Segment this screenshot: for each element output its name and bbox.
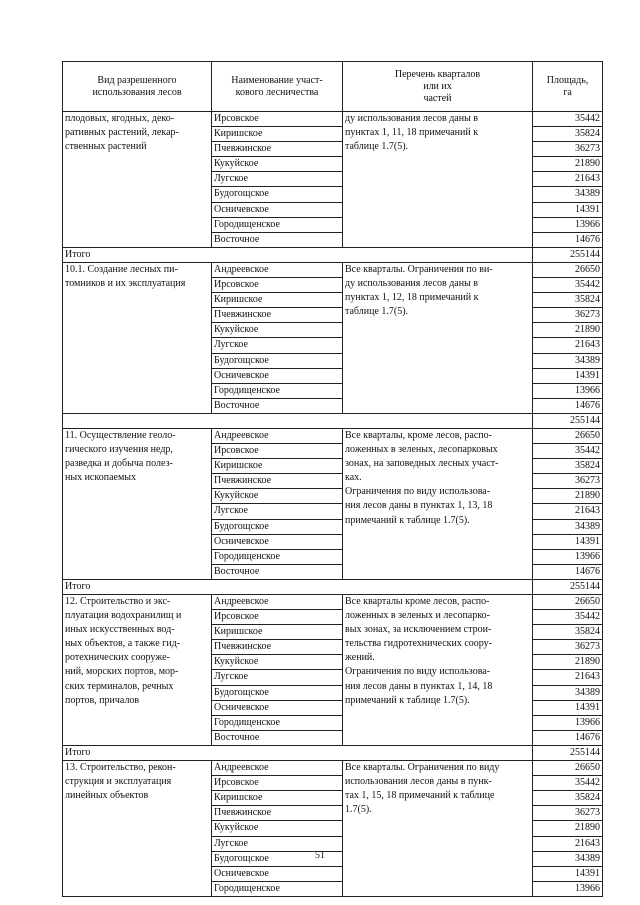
forestry-name-cell: Будогощское (212, 519, 343, 534)
quarters-note-line: ложенных в зеленых, лесопарковых (345, 444, 498, 456)
use-type-line: ротехнических сооруже- (65, 652, 170, 664)
forestry-name-cell: Восточное (212, 398, 343, 413)
quarters-note-cell (343, 262, 533, 413)
total-label-cell: Итого (63, 579, 533, 594)
forestry-name-cell: Лугское (212, 836, 343, 851)
forestry-name-cell: Городищенское (212, 383, 343, 398)
quarters-note-line: Ограничения по виду использова- (345, 666, 491, 678)
forestry-name-cell: Лугское (212, 670, 343, 685)
table-row (63, 262, 603, 277)
forestry-name-cell: Киришское (212, 127, 343, 142)
use-type-line: ственных растений (65, 141, 147, 153)
quarters-note-line: таблице 1.7(5). (345, 141, 409, 153)
area-cell: 35824 (533, 293, 603, 308)
area-cell: 14391 (533, 534, 603, 549)
area-cell: 35824 (533, 625, 603, 640)
area-cell: 35442 (533, 610, 603, 625)
forestry-name-cell: Осничевское (212, 866, 343, 881)
area-cell: 26650 (533, 262, 603, 277)
area-cell: 34389 (533, 685, 603, 700)
use-type-line: плуатация водохранилищ и (65, 610, 182, 622)
table-row (63, 428, 603, 443)
quarters-note-line: жений. (345, 652, 375, 664)
forestry-name-cell: Осничевское (212, 534, 343, 549)
forestry-name-cell: Осничевское (212, 368, 343, 383)
forestry-name-cell: Ирсовское (212, 278, 343, 293)
use-type-cell (63, 112, 212, 248)
forestry-name-cell: Будогощское (212, 353, 343, 368)
forestry-name-cell: Кукуйское (212, 655, 343, 670)
forestry-name-cell: Пчевжинское (212, 806, 343, 821)
area-cell: 36273 (533, 640, 603, 655)
use-type-line: портов, причалов (65, 694, 140, 706)
area-cell: 14391 (533, 866, 603, 881)
use-type-cell (63, 428, 212, 579)
quarters-note-cell (343, 761, 533, 897)
quarters-note-line: Все кварталы. Ограничения по ви- (345, 263, 493, 275)
use-type-cell (63, 595, 212, 746)
area-cell: 21643 (533, 338, 603, 353)
table-body (63, 112, 603, 897)
forestry-name-cell: Ирсовское (212, 112, 343, 127)
area-cell: 21643 (533, 504, 603, 519)
forestry-name-cell: Андреевское (212, 761, 343, 776)
area-cell: 21890 (533, 655, 603, 670)
forestry-name-cell: Кукуйское (212, 489, 343, 504)
header-forestry-name (212, 62, 343, 112)
area-cell: 21890 (533, 489, 603, 504)
area-cell: 14676 (533, 398, 603, 413)
forestry-name-cell: Восточное (212, 564, 343, 579)
area-cell: 34389 (533, 353, 603, 368)
area-cell: 14391 (533, 700, 603, 715)
quarters-note-line: ния лесов даны в пунктах 1, 13, 18 (345, 500, 493, 512)
header-line: частей (423, 92, 452, 104)
forestry-name-cell: Киришское (212, 293, 343, 308)
forestry-name-cell: Осничевское (212, 700, 343, 715)
area-cell: 34389 (533, 519, 603, 534)
forestry-name-cell: Восточное (212, 232, 343, 247)
use-type-line: 12. Строительство и экс- (65, 596, 171, 607)
forestry-name-cell: Лугское (212, 172, 343, 187)
forestry-name-cell: Киришское (212, 791, 343, 806)
use-type-line: 11. Осуществление геоло- (65, 429, 176, 441)
use-type-line: томников и их эксплуатация (65, 278, 186, 290)
quarters-note-line: вых зонах, за исключением строи- (345, 624, 492, 636)
quarters-note-line: Все кварталы. Ограничения по виду (345, 762, 500, 774)
quarters-note-line: ду использования лесов даны в (345, 113, 479, 124)
total-label-cell: Итого (63, 745, 533, 760)
use-type-line: иных искусственных вод- (65, 624, 175, 636)
total-area-cell: 255144 (533, 579, 603, 594)
header-line: га (563, 86, 572, 98)
area-cell: 35442 (533, 444, 603, 459)
table-row (63, 112, 603, 127)
header-quarters-list (343, 62, 533, 112)
area-cell: 14676 (533, 564, 603, 579)
area-cell: 35442 (533, 278, 603, 293)
forestry-name-cell: Пчевжинское (212, 142, 343, 157)
area-cell: 13966 (533, 715, 603, 730)
header-line: кового лесничества (235, 86, 319, 98)
area-cell: 34389 (533, 851, 603, 866)
header-line: или их (423, 80, 452, 92)
forestry-name-cell: Городищенское (212, 881, 343, 896)
area-cell: 26650 (533, 595, 603, 610)
use-type-line: ных ископаемых (65, 472, 136, 484)
area-cell: 14391 (533, 202, 603, 217)
area-cell: 21643 (533, 836, 603, 851)
quarters-note-line: ках. (345, 472, 362, 484)
forestry-name-cell: Андреевское (212, 262, 343, 277)
quarters-note-line: пунктах 1, 11, 18 примечаний к (345, 127, 479, 139)
forestry-name-cell: Пчевжинское (212, 308, 343, 323)
forestry-name-cell: Пчевжинское (212, 474, 343, 489)
quarters-note-line: ложенных в зеленых и лесопарко- (345, 610, 490, 622)
area-cell: 21643 (533, 172, 603, 187)
forestry-name-cell: Киришское (212, 625, 343, 640)
quarters-note-line: Ограничения по виду использова- (345, 486, 491, 498)
area-cell: 13966 (533, 217, 603, 232)
area-cell: 36273 (533, 474, 603, 489)
use-type-line: плодовых, ягодных, деко- (65, 113, 175, 124)
use-type-line: гического изучения недр, (65, 444, 173, 456)
use-type-cell (63, 761, 212, 897)
use-type-line: ских терминалов, речных (65, 680, 174, 692)
use-type-line: струкция и эксплуатация (65, 776, 172, 788)
total-row (63, 745, 603, 760)
forestry-name-cell: Кукуйское (212, 323, 343, 338)
header-line: Наименование участ- (231, 74, 323, 86)
quarters-note-line: тах 1, 15, 18 примечаний к таблице (345, 790, 495, 802)
use-type-cell (63, 262, 212, 413)
forestry-name-cell: Киришское (212, 459, 343, 474)
use-type-line: ний, морских портов, мор- (65, 666, 179, 678)
forestry-name-cell: Будогощское (212, 851, 343, 866)
forestry-name-cell: Будогощское (212, 187, 343, 202)
header-line: Вид разрешенного (97, 74, 177, 86)
quarters-note-line: примечаний к таблице 1.7(5). (345, 694, 470, 706)
quarters-note-line: тельства гидротехнических соору- (345, 638, 492, 650)
area-cell: 36273 (533, 308, 603, 323)
total-label-cell: Итого (63, 247, 533, 262)
area-cell: 35824 (533, 791, 603, 806)
area-cell: 35824 (533, 459, 603, 474)
area-cell: 13966 (533, 383, 603, 398)
area-cell: 36273 (533, 142, 603, 157)
area-cell: 35442 (533, 112, 603, 127)
header-line: Перечень кварталов (394, 68, 481, 80)
total-area-cell: 255144 (533, 745, 603, 760)
area-cell: 21643 (533, 670, 603, 685)
area-cell: 26650 (533, 428, 603, 443)
forestry-name-cell: Лугское (212, 504, 343, 519)
quarters-note-line: Все кварталы кроме лесов, распо- (345, 596, 490, 607)
total-area-cell: 255144 (533, 247, 603, 262)
total-row (63, 247, 603, 262)
forestry-name-cell: Восточное (212, 730, 343, 745)
page-number: 51 (315, 850, 325, 861)
total-label-cell (63, 413, 533, 428)
header-area (533, 62, 603, 112)
header-line: использования лесов (92, 86, 182, 98)
use-type-line: ных объектов, а также гид- (65, 638, 181, 650)
quarters-note-cell (343, 595, 533, 746)
total-row (63, 579, 603, 594)
table-header-row (63, 62, 603, 112)
area-cell: 21890 (533, 821, 603, 836)
area-cell: 14676 (533, 730, 603, 745)
quarters-note-line: ния лесов даны в пунктах 1, 14, 18 (345, 680, 493, 692)
forestry-name-cell: Андреевское (212, 595, 343, 610)
area-cell: 26650 (533, 761, 603, 776)
header-use-type (63, 62, 212, 112)
quarters-note-line: таблице 1.7(5). (345, 306, 409, 318)
quarters-note-cell (343, 428, 533, 579)
quarters-note-cell (343, 112, 533, 248)
forestry-name-cell: Кукуйское (212, 821, 343, 836)
area-cell: 36273 (533, 806, 603, 821)
forestry-name-cell: Городищенское (212, 217, 343, 232)
use-type-line: 13. Строительство, рекон- (65, 762, 176, 774)
quarters-note-line: использования лесов даны в пунк- (345, 776, 492, 788)
forest-use-table (62, 61, 603, 897)
table-row (63, 595, 603, 610)
total-row (63, 413, 603, 428)
area-cell: 14391 (533, 368, 603, 383)
table-row (63, 761, 603, 776)
area-cell: 14676 (533, 232, 603, 247)
use-type-line: ративных растений, лекар- (65, 127, 179, 139)
forestry-name-cell: Ирсовское (212, 444, 343, 459)
area-cell: 13966 (533, 549, 603, 564)
forestry-name-cell: Осничевское (212, 202, 343, 217)
total-area-cell: 255144 (533, 413, 603, 428)
forestry-name-cell: Ирсовское (212, 610, 343, 625)
quarters-note-line: ду использования лесов даны в (345, 278, 479, 290)
area-cell: 35442 (533, 776, 603, 791)
area-cell: 21890 (533, 157, 603, 172)
forestry-name-cell: Лугское (212, 338, 343, 353)
area-cell: 21890 (533, 323, 603, 338)
area-cell: 35824 (533, 127, 603, 142)
forestry-name-cell: Будогощское (212, 685, 343, 700)
quarters-note-line: Все кварталы, кроме лесов, распо- (345, 429, 492, 441)
forestry-name-cell: Городищенское (212, 715, 343, 730)
use-type-line: разведка и добыча полез- (65, 458, 173, 470)
forestry-name-cell: Кукуйское (212, 157, 343, 172)
forestry-name-cell: Городищенское (212, 549, 343, 564)
use-type-line: 10.1. Создание лесных пи- (65, 263, 178, 275)
area-cell: 13966 (533, 881, 603, 896)
quarters-note-line: 1.7(5). (345, 804, 372, 816)
header-line: Площадь, (546, 74, 589, 86)
quarters-note-line: зонах, на заповедных лесных участ- (345, 458, 499, 470)
forestry-name-cell: Андреевское (212, 428, 343, 443)
forestry-name-cell: Ирсовское (212, 776, 343, 791)
use-type-line: линейных объектов (65, 790, 149, 802)
forestry-name-cell: Пчевжинское (212, 640, 343, 655)
area-cell: 34389 (533, 187, 603, 202)
quarters-note-line: примечаний к таблице 1.7(5). (345, 514, 470, 526)
quarters-note-line: пунктах 1, 12, 18 примечаний к (345, 292, 479, 304)
